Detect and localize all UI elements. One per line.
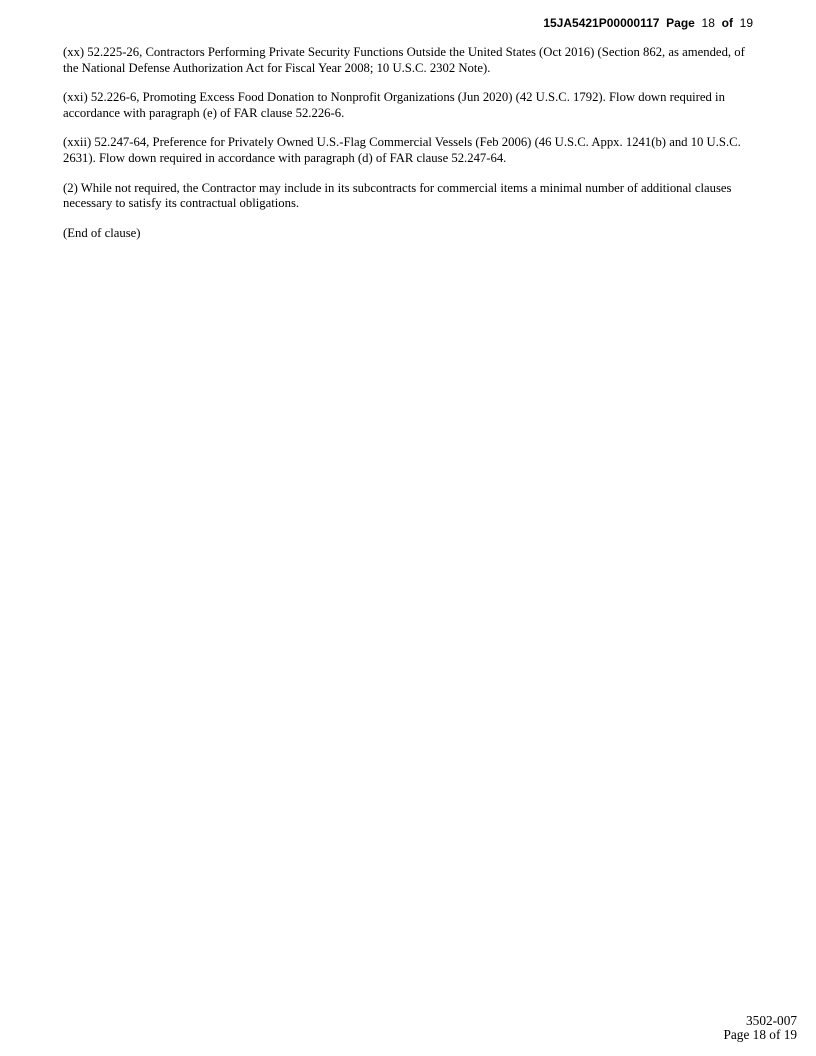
- header-doc-number: 15JA5421P00000117: [543, 16, 660, 30]
- footer-doc-code: 3502-007: [746, 1013, 797, 1028]
- header-page-label: Page: [666, 16, 695, 30]
- header-page-number: 18: [701, 16, 715, 30]
- header-of-label: of: [721, 16, 733, 30]
- clause-paragraph-xxi: (xxi) 52.226-6, Promoting Excess Food Donation to Nonprofit Organizations (Jun 2020) (42 U.S.C. 1792). Flow down required in accordance with paragraph (e) of FAR clause 52.226-6.: [63, 90, 725, 120]
- clause-paragraph-xx: (xx) 52.225-26, Contractors Performing Private Security Functions Outside the United States (Oct 2016) (Section 862, as amended, of the National Defense Authorization Act for Fiscal Year 2008; 10 U.S.C. 2302 Note).: [63, 45, 745, 75]
- end-of-clause-text: (End of clause): [63, 225, 141, 240]
- page-footer: [724, 1014, 798, 1042]
- footer-page-line: Page 18 of 19: [723, 1027, 797, 1042]
- header-total-pages: 19: [739, 16, 753, 30]
- clause-paragraph-2: (2) While not required, the Contractor may include in its subcontracts for commercial items a minimal number of additional clauses necessary to satisfy its contractual obligations.: [63, 180, 732, 211]
- clause-paragraph-xxii: (xxii) 52.247-64, Preference for Privately Owned U.S.-Flag Commercial Vessels (Feb 2006) (46 U.S.C. Appx. 1241(b) and 10 U.S.C. 2631). Flow down required in accordance with paragraph (d) of FAR clause 52.247-64.: [63, 135, 741, 165]
- document-body: [63, 45, 754, 255]
- page-header: [543, 16, 753, 30]
